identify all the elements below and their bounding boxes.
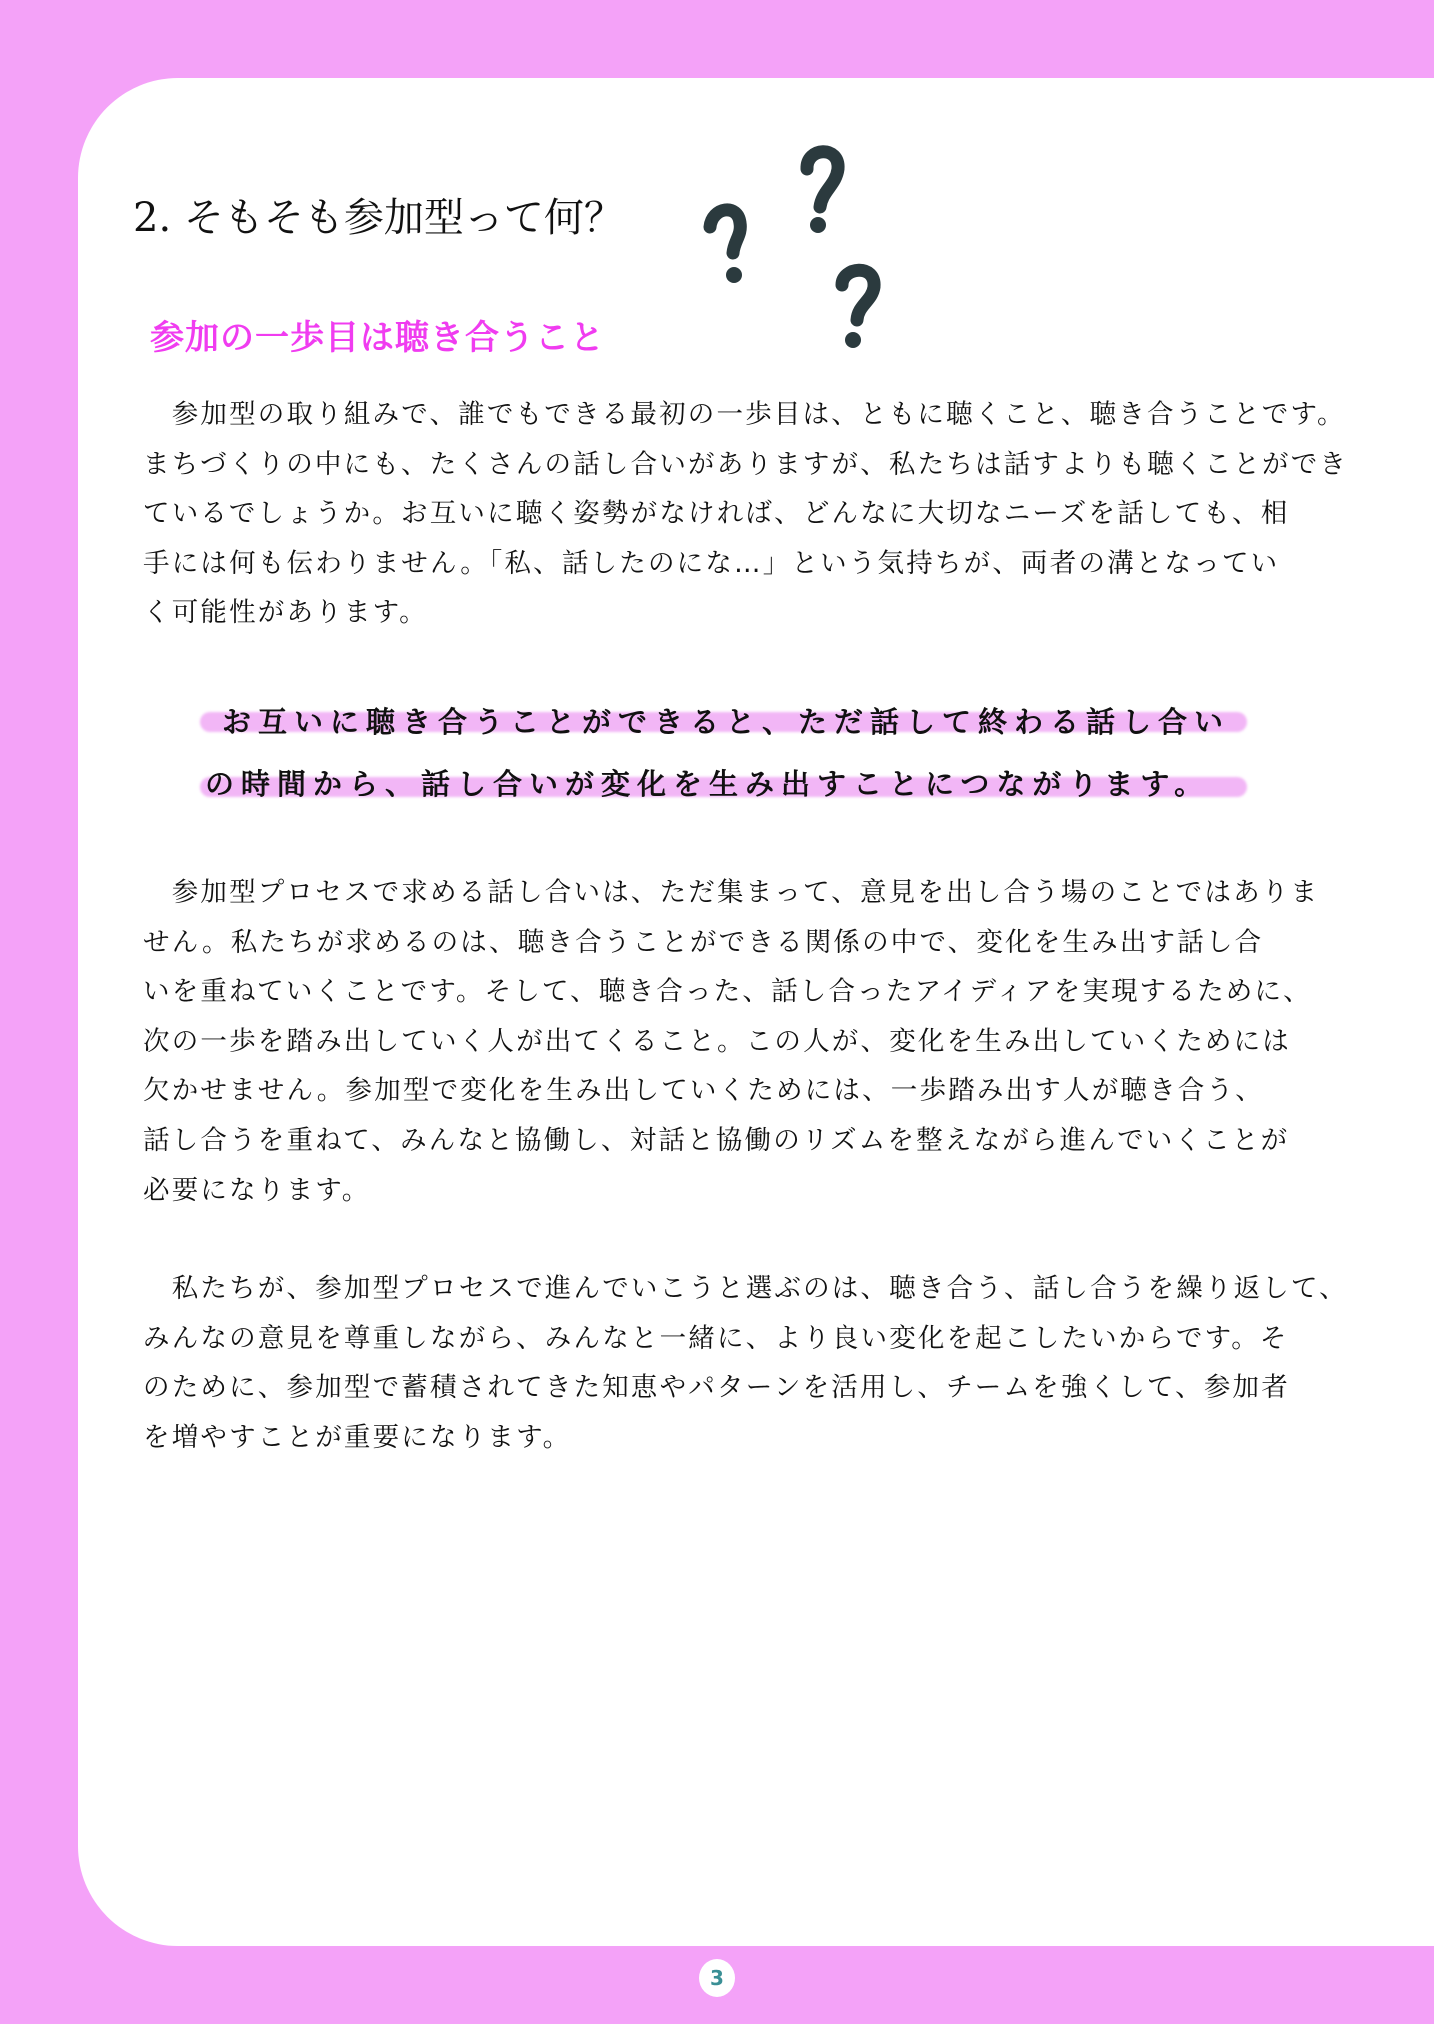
callout-line	[200, 760, 1260, 822]
question-mark-icon-dot	[810, 217, 826, 233]
text-line: せん。私たちが求めるのは、聴き合うことができる関係の中で、変化を生み出す話し合	[143, 926, 1264, 958]
callout-line	[200, 698, 1260, 760]
paragraph-3	[143, 1264, 1348, 1462]
text-line: 手には何も伝わりません。「私、話したのにな…」という気持ちが、両者の溝となってい	[143, 547, 1280, 579]
paragraph-1	[143, 390, 1349, 638]
question-mark-icon-dot	[726, 267, 742, 283]
page-number-text: 3	[710, 1966, 724, 1990]
section-subtitle: 参加の一歩目は聴き合うこと	[150, 318, 605, 358]
text-line: 次の一歩を踏み出していく人が出てくること。この人が、変化を生み出していくためには	[143, 1025, 1291, 1057]
page-title: 2. そもそも参加型って何？	[133, 195, 624, 241]
text-line: のために、参加型で蓄積されてきた知恵やパターンを活用し、チームを強くして、参加者	[143, 1372, 1290, 1404]
question-mark-icon	[842, 270, 874, 320]
question-marks-decoration	[690, 135, 900, 360]
text-line: 参加型プロセスで求める話し合いは、ただ集まって、意見を出し合う場のことではありま	[143, 877, 1320, 908]
text-line: を増やすことが重要になります。	[143, 1421, 572, 1453]
text-line: 私たちが、参加型プロセスで進んでいこうと選ぶのは、聴き合う、話し合うを繰り返して、	[143, 1273, 1348, 1304]
text-line: 必要になります。	[143, 1174, 371, 1206]
text-line: 話し合うを重ねて、みんなと協働し、対話と協働のリズムを整えながら進んでいくことが	[143, 1124, 1290, 1156]
text-line: 参加型の取り組みで、誰でもできる最初の一歩目は、ともに聴くこと、聴き合うことです。	[143, 399, 1346, 430]
question-mark-icon-dot	[845, 332, 861, 348]
question-mark-icon	[807, 152, 838, 207]
text-line: ているでしょうか。お互いに聴く姿勢がなければ、どんなに大切なニーズを話しても、相	[143, 498, 1290, 530]
highlighted-callout	[200, 698, 1260, 822]
text-line: 欠かせません。参加型で変化を生み出していくためには、一歩踏み出す人が聴き合う、	[143, 1075, 1264, 1107]
text-line: く可能性があります。	[143, 597, 428, 629]
callout-text: お互いに聴き合うことができると、ただ話して終わる話し合い	[222, 705, 1231, 739]
callout-text: の時間から、話し合いが変化を生み出すことにつながります。	[205, 767, 1211, 801]
text-line: みんなの意見を尊重しながら、みんなと一緒に、より良い変化を起こしたいからです。そ	[143, 1322, 1289, 1354]
text-line: いを重ねていくことです。そして、聴き合った、話し合ったアイディアを実現するために、	[143, 976, 1312, 1008]
paragraph-2	[143, 868, 1320, 1215]
question-mark-icon	[710, 210, 740, 253]
text-line: まちづくりの中にも、たくさんの話し合いがありますが、私たちは話すよりも聴くことができ	[143, 448, 1349, 480]
page-number	[699, 1959, 735, 1997]
